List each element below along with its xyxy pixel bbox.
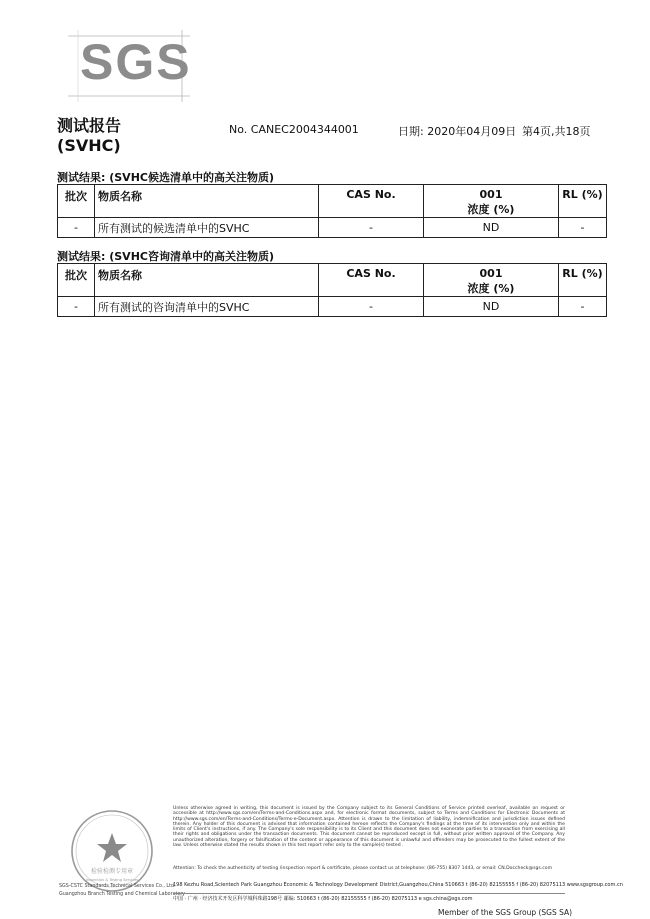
seal-text: 检验检测专用章 (90, 868, 134, 875)
col-batch: 批次 (58, 185, 95, 218)
report-title: 测试报告 (57, 116, 122, 135)
page-indicator: 第4页,共18页 (522, 125, 591, 138)
logo-text: SGS (80, 34, 192, 90)
cell-cas: - (319, 297, 424, 317)
sample-id: 001 (479, 267, 503, 280)
table-header-row (58, 264, 607, 297)
col-substance: 物质名称 (95, 185, 319, 218)
table-header-row (58, 185, 607, 218)
cell-batch: - (58, 297, 95, 317)
cell-substance: 所有测试的候选清单中的SVHC (95, 218, 319, 238)
results-table-consultation (57, 263, 607, 317)
cell-result: ND (424, 218, 559, 238)
col-rl: RL (%) (559, 264, 607, 297)
col-cas: CAS No. (319, 185, 424, 218)
address-chinese: 中国 · 广州 · 经济技术开发区科学城科珠路198号 邮编: 510663 t (86-20) 82155555 f (86-20) 82075113 e sgs.china@sgs.com (173, 896, 473, 902)
report-title-block (57, 116, 121, 156)
col-batch: 批次 (58, 264, 95, 297)
cell-cas: - (319, 218, 424, 238)
attention-notice: Attention: To check the authenticity of testing /inspection report & certificate, please contact us at telephone: (86-755) 8307 1443, or email: CN.Doccheck@sgs.com (173, 866, 553, 871)
section-title-consultation: 测试结果: (SVHC咨询清单中的高关注物质) (57, 250, 274, 263)
table-row (58, 297, 607, 317)
cell-substance: 所有测试的咨询清单中的SVHC (95, 297, 319, 317)
concentration-label: 浓度 (%) (467, 203, 515, 216)
sample-id: 001 (479, 188, 503, 201)
report-subtitle: (SVHC) (57, 136, 121, 155)
branch-line-2: Guangzhou Branch Testing and Chemical Laboratory (59, 892, 186, 897)
cell-batch: - (58, 218, 95, 238)
section-title-candidate: 测试结果: (SVHC候选清单中的高关注物质) (57, 171, 274, 184)
legal-disclaimer: Unless otherwise agreed in writing, this document is issued by the Company subject to its General Conditions of Service printed overleaf, available on request or accessible at http://www.sgs.com/en/Terms-and-Conditions.aspx and, for electronic format documents, subject to Terms and Conditions for Electronic Documents at http://www.sgs.com/en/Terms-and-Conditions/Terms-e-Document.aspx. Attention is drawn to the limitation of liability, indemnification and jurisdiction issues defined therein. Any holder of this document is advised that information contained hereon reflects the Company's findings at the time of its intervention only and within the limits of Client's instructions, if any. The Company's sole responsibility is to its Client and this document does not exonerate parties to a transaction from exercising all their rights and obligations under the transaction documents. This document cannot be reproduced except in full, without prior written approval of the Company. Any unauthorized alteration, forgery or falsification of the content or appearance of this document is unlawful and offenders may be prosecuted to the fullest extent of the law. Unless otherwise stated the results shown in this test report refer only to the sample(s) tested . (173, 806, 565, 849)
seal-caption: Inspection & Testing Services (85, 878, 139, 882)
col-substance: 物质名称 (95, 264, 319, 297)
branch-line-1: SGS-CSTC Standards Technical Services Co., Ltd. (59, 884, 176, 889)
col-sample (424, 264, 559, 297)
cell-rl: - (559, 218, 607, 238)
cell-result: ND (424, 297, 559, 317)
col-cas: CAS No. (319, 264, 424, 297)
report-number: No. CANEC2004344001 (229, 123, 359, 136)
report-date: 日期: 2020年04月09日 (398, 125, 517, 138)
sgs-logo (64, 30, 194, 102)
col-rl: RL (%) (559, 185, 607, 218)
results-table-candidate (57, 184, 607, 238)
member-of-group: Member of the SGS Group (SGS SA) (438, 908, 573, 917)
col-sample (424, 185, 559, 218)
cell-rl: - (559, 297, 607, 317)
address-english: 198 Kezhu Road,Scientech Park Guangzhou Economic & Technology Development District,Guangzhou,China 510663 t (86-20) 82155555 f (86-20) 82075113 www.sgsgroup.com.cn (173, 882, 623, 888)
concentration-label: 浓度 (%) (467, 282, 515, 295)
table-row (58, 218, 607, 238)
footer-divider (173, 893, 565, 894)
